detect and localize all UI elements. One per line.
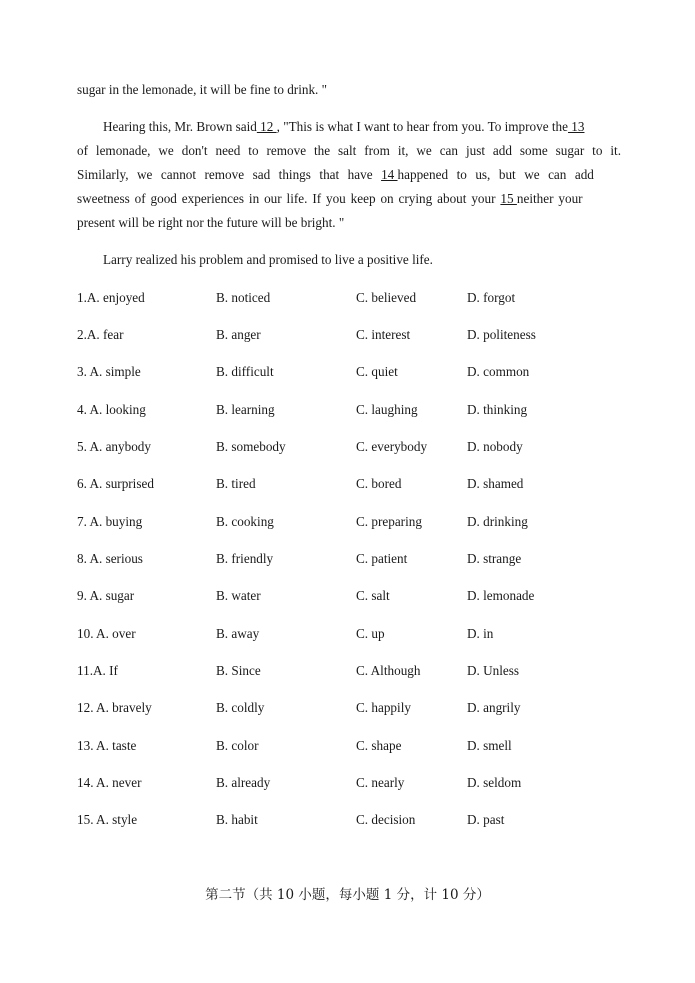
option-d: D. in (467, 626, 494, 641)
option-d: D. lemonade (467, 588, 535, 603)
option-d: D. common (467, 364, 530, 379)
passage-text: present will be right nor the future will be bright. " (77, 215, 345, 230)
option-c: C. shape (356, 738, 402, 753)
option-a: 1.A. enjoyed (77, 290, 145, 305)
option-b: B. habit (216, 812, 258, 827)
passage-text: sugar in the lemonade, it will be fine to drink. " (77, 82, 328, 97)
option-a: 6. A. surprised (77, 476, 154, 491)
option-a: 11.A. If (77, 663, 118, 678)
blank-13: 13 (567, 119, 585, 134)
option-c: C. bored (356, 476, 402, 491)
option-c: C. happily (356, 700, 411, 715)
option-a: 8. A. serious (77, 551, 143, 566)
passage-line-5 (77, 191, 621, 207)
option-a: 7. A. buying (77, 514, 143, 529)
option-d: D. thinking (467, 402, 528, 417)
option-b: B. difficult (216, 364, 274, 379)
passage-text: sweetness of good experiences in our life. If you keep on crying about your (77, 191, 501, 206)
option-c: C. Although (356, 663, 421, 678)
question-row (77, 588, 637, 604)
option-a: 9. A. sugar (77, 588, 135, 603)
option-b: B. anger (216, 327, 261, 342)
option-a: 3. A. simple (77, 364, 141, 379)
option-b: B. tired (216, 476, 256, 491)
question-row (77, 738, 637, 754)
option-a: 14. A. never (77, 775, 142, 790)
question-row (77, 775, 637, 791)
option-d: D. politeness (467, 327, 536, 342)
option-b: B. coldly (216, 700, 265, 715)
option-c: C. laughing (356, 402, 418, 417)
option-b: B. learning (216, 402, 275, 417)
question-row (77, 663, 637, 679)
passage-text: neither your (516, 191, 583, 206)
passage-text: Larry realized his problem and promised to live a positive life. (103, 252, 433, 267)
option-a: 13. A. taste (77, 738, 137, 753)
passage-text: Hearing this, Mr. Brown said (103, 119, 257, 134)
question-row (77, 626, 637, 642)
option-a: 2.A. fear (77, 327, 124, 342)
blank-15: 15 (500, 191, 517, 206)
question-row (77, 514, 637, 530)
option-c: C. everybody (356, 439, 428, 454)
question-row (77, 476, 637, 492)
option-c: C. decision (356, 812, 416, 827)
passage-text: happened to us, but we can add (397, 167, 594, 182)
option-d: D. seldom (467, 775, 522, 790)
question-row (77, 290, 637, 306)
option-a: 10. A. over (77, 626, 136, 641)
option-d: D. drinking (467, 514, 528, 529)
passage-line-4 (77, 167, 621, 183)
passage-line-7 (103, 252, 621, 268)
passage-line-3 (77, 143, 621, 159)
option-c: C. interest (356, 327, 411, 342)
option-b: B. water (216, 588, 261, 603)
question-row (77, 402, 637, 418)
option-d: D. past (467, 812, 505, 827)
option-b: B. somebody (216, 439, 286, 454)
question-row (77, 700, 637, 716)
option-b: B. away (216, 626, 260, 641)
option-b: B. already (216, 775, 271, 790)
option-b: B. friendly (216, 551, 274, 566)
passage-text: of lemonade, we don't need to remove the salt from it, we can just add some sugar to it. (77, 143, 621, 158)
option-c: C. believed (356, 290, 417, 305)
question-row (77, 327, 637, 343)
option-a: 4. A. looking (77, 402, 146, 417)
option-c: C. up (356, 626, 385, 641)
option-c: C. quiet (356, 364, 398, 379)
option-a: 15. A. style (77, 812, 138, 827)
passage-line-1 (77, 82, 621, 98)
option-d: D. smell (467, 738, 512, 753)
question-row (77, 439, 637, 455)
passage-text: Similarly, we cannot remove sad things that have (77, 167, 382, 182)
question-row (77, 812, 637, 828)
blank-12: 12 (256, 119, 277, 134)
option-d: D. forgot (467, 290, 516, 305)
option-a: 5. A. anybody (77, 439, 151, 454)
option-b: B. noticed (216, 290, 271, 305)
passage-line-2 (103, 119, 621, 135)
passage-text: , "This is what I want to hear from you. To improve the (276, 119, 568, 134)
option-d: D. Unless (467, 663, 520, 678)
question-row (77, 364, 637, 380)
option-d: D. angrily (467, 700, 521, 715)
passage-line-6 (77, 215, 621, 231)
option-c: C. preparing (356, 514, 422, 529)
option-d: D. nobody (467, 439, 523, 454)
section-title: 第二节（共 10 小题，每小题 1 分，计 10 分） (205, 887, 490, 903)
option-b: B. cooking (216, 514, 274, 529)
option-b: B. color (216, 738, 259, 753)
option-c: C. nearly (356, 775, 405, 790)
question-row (77, 551, 637, 567)
option-d: D. shamed (467, 476, 524, 491)
option-c: C. patient (356, 551, 408, 566)
option-a: 12. A. bravely (77, 700, 152, 715)
option-b: B. Since (216, 663, 261, 678)
option-d: D. strange (467, 551, 522, 566)
option-c: C. salt (356, 588, 390, 603)
blank-14: 14 (381, 167, 398, 182)
